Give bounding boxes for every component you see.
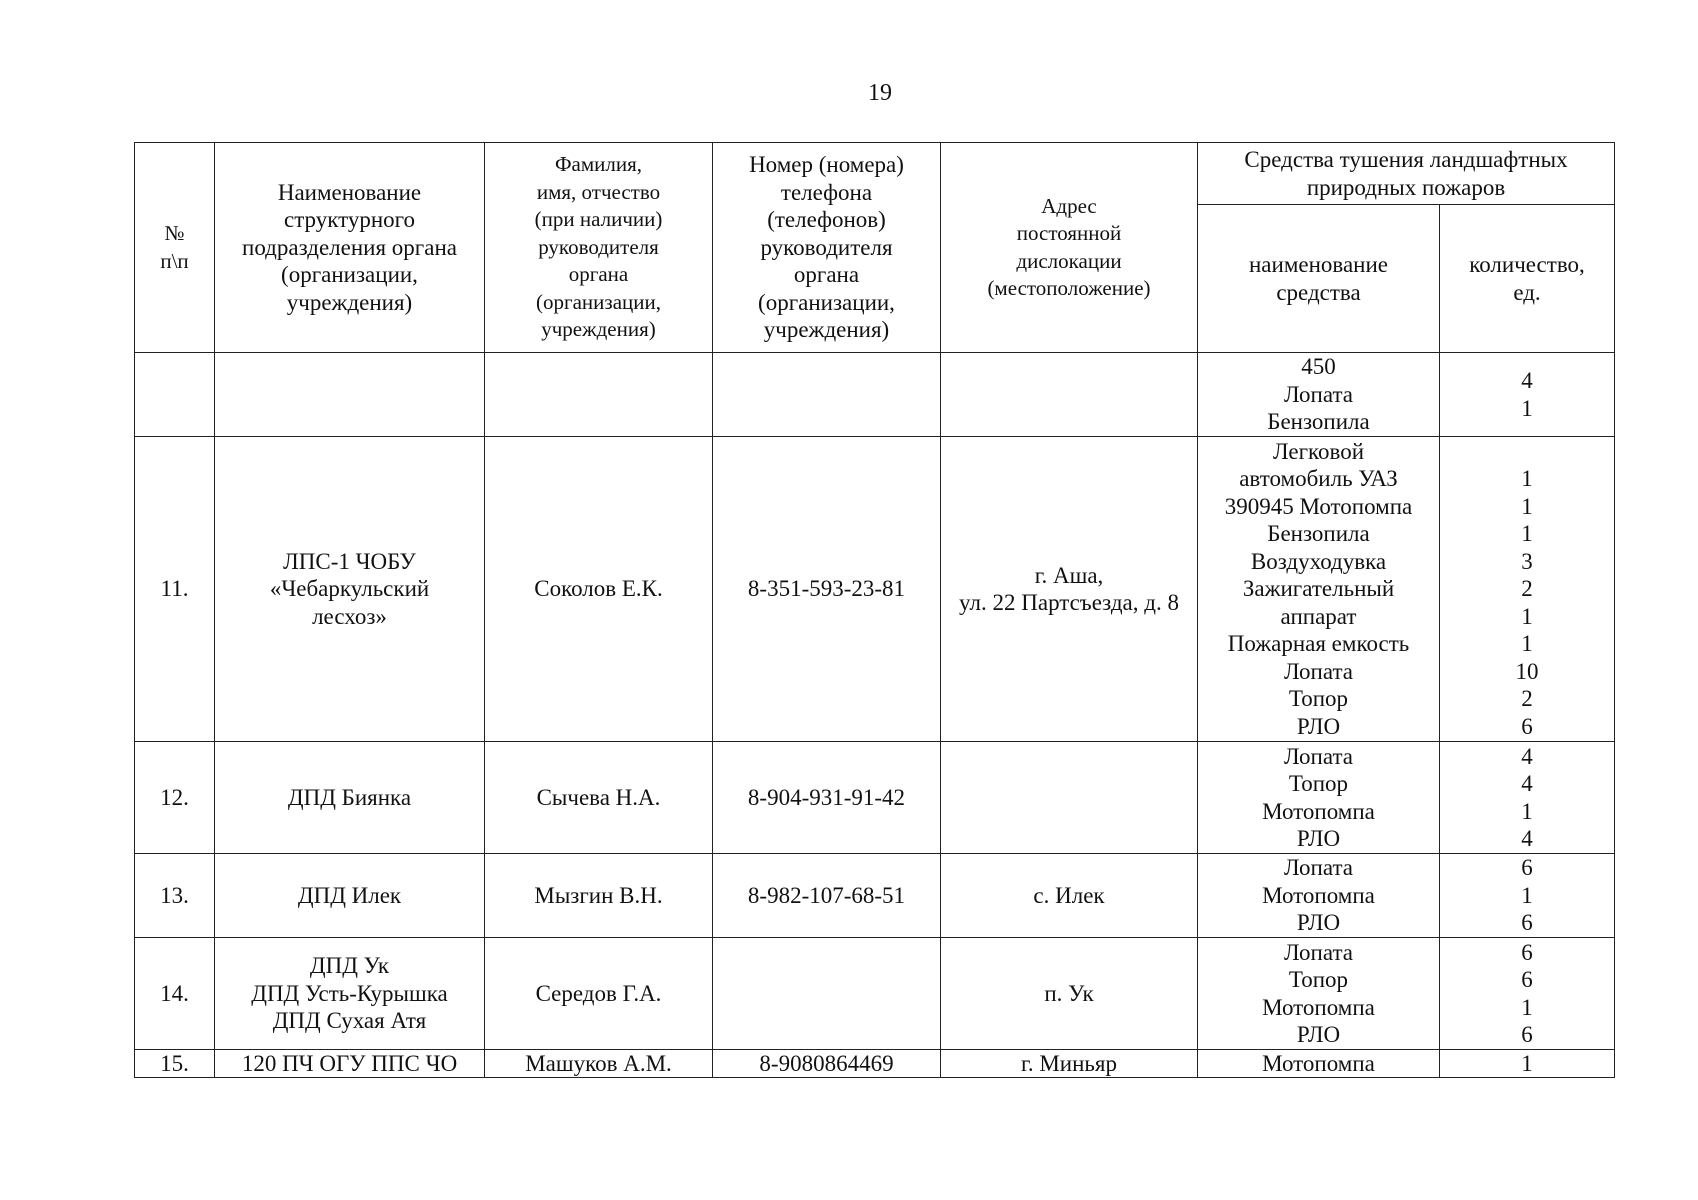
row-phone: 8-904-931-91-42 [713, 742, 941, 854]
header-head: Фамилия, имя, отчество (при наличии) руководителя органа (организации, учреждения) [485, 143, 713, 353]
table-row [135, 437, 1615, 742]
row-qty: 4 4 1 4 [1440, 742, 1615, 854]
header-means-name: наименование средства [1198, 205, 1440, 353]
row-head: Машуков А.М. [485, 1050, 713, 1078]
row-head [485, 353, 713, 437]
row-address: п. Ук [941, 938, 1198, 1050]
row-head: Мызгин В.Н. [485, 854, 713, 938]
row-unit: ДПД Ук ДПД Усть-Курышка ДПД Сухая Атя [215, 938, 485, 1050]
header-phone: Номер (номера) телефона (телефонов) руководителя органа (организации, учреждения) [713, 143, 941, 353]
row-means: Лопата Топор Мотопомпа РЛО [1198, 938, 1440, 1050]
row-phone [713, 938, 941, 1050]
row-head: Соколов Е.К. [485, 437, 713, 742]
row-phone [713, 353, 941, 437]
row-unit: ДПД Илек [215, 854, 485, 938]
header-means-group: Средства тушения ландшафтных природных пожаров [1198, 143, 1615, 205]
row-means: Мотопомпа [1198, 1050, 1440, 1078]
row-qty: 6 1 6 [1440, 854, 1615, 938]
row-address: г. Миньяр [941, 1050, 1198, 1078]
fire-means-table [134, 142, 1615, 1078]
row-address [941, 742, 1198, 854]
header-means-qty: количество, ед. [1440, 205, 1615, 353]
row-qty: 1 [1440, 1050, 1615, 1078]
row-address: г. Аша, ул. 22 Партсъезда, д. 8 [941, 437, 1198, 742]
row-num: 15. [135, 1050, 215, 1078]
row-num: 12. [135, 742, 215, 854]
table-row [135, 353, 1615, 437]
header-unit: Наименование структурного подразделения органа (организации, учреждения) [215, 143, 485, 353]
table-row [135, 742, 1615, 854]
page-number: 19 [868, 80, 892, 106]
row-phone: 8-351-593-23-81 [713, 437, 941, 742]
row-num: 14. [135, 938, 215, 1050]
header-num: № п\п [135, 143, 215, 353]
row-means: Легковой автомобиль УАЗ 390945 Мотопомпа Бензопила Воздуходувка Зажигательный аппарат Пожарная емкость Лопата Топор РЛО [1198, 437, 1440, 742]
table-row [135, 938, 1615, 1050]
row-phone: 8-9080864469 [713, 1050, 941, 1078]
row-num [135, 353, 215, 437]
row-address: с. Илек [941, 854, 1198, 938]
row-means: Лопата Мотопомпа РЛО [1198, 854, 1440, 938]
row-means: Лопата Топор Мотопомпа РЛО [1198, 742, 1440, 854]
row-num: 13. [135, 854, 215, 938]
table-row [135, 1050, 1615, 1078]
row-qty: 1 1 1 3 2 1 1 10 2 6 [1440, 437, 1615, 742]
row-means: 450 Лопата Бензопила [1198, 353, 1440, 437]
row-qty: 4 1 [1440, 353, 1615, 437]
row-unit [215, 353, 485, 437]
row-phone: 8-982-107-68-51 [713, 854, 941, 938]
row-unit: ДПД Биянка [215, 742, 485, 854]
header-row-1 [135, 143, 1615, 205]
row-head: Сычева Н.А. [485, 742, 713, 854]
header-address: Адрес постоянной дислокации (местоположение) [941, 143, 1198, 353]
row-head: Середов Г.А. [485, 938, 713, 1050]
row-unit: ЛПС-1 ЧОБУ «Чебаркульский лесхоз» [215, 437, 485, 742]
row-num: 11. [135, 437, 215, 742]
row-qty: 6 6 1 6 [1440, 938, 1615, 1050]
table-row [135, 854, 1615, 938]
row-unit: 120 ПЧ ОГУ ППС ЧО [215, 1050, 485, 1078]
row-address [941, 353, 1198, 437]
